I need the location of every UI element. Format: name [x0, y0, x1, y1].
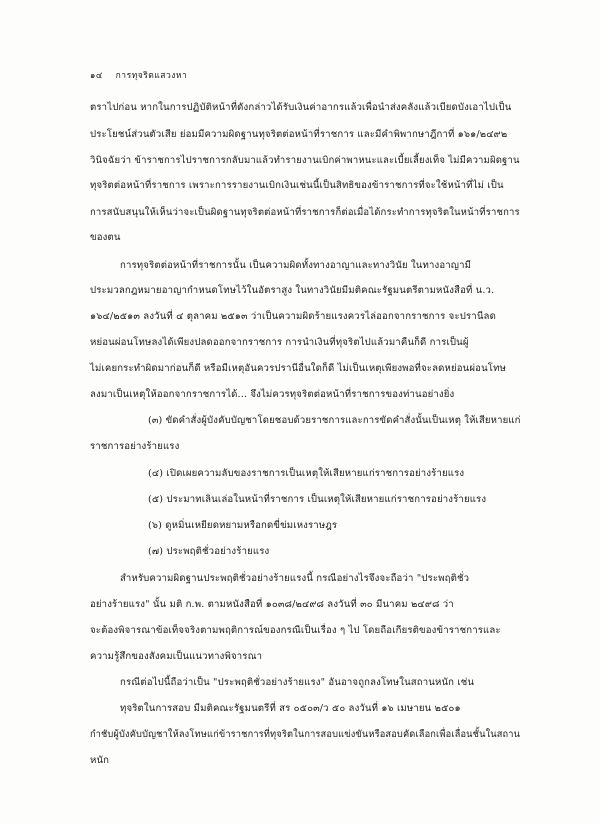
- text-line: ทุจริตในการสอบ มีมติคณะรัฐมนตรีที่ สร ๐๕๐๓/ว ๕๐ ลงวันที่ ๑๖ เมษายน ๒๕๐๑: [120, 703, 461, 714]
- text-line: สำหรับความผิดฐานประพฤติชั่วอย่างร้ายแรงนี้ กรณีอย่างไรจึงจะถือว่า "ประพฤติชั่ว: [120, 573, 470, 584]
- text-line: ไม่เคยกระทำผิดมาก่อนก็ดี หรือมีเหตุอันควรปรานีอื่นใดก็ดี ไม่เป็นเหตุเพียงพอที่จะลดหย่อนผ่อนโทษ: [90, 363, 507, 374]
- text-line: กรณีต่อไปนี้ถือว่าเป็น "ประพฤติชั่วอย่างร้ายแรง" อันอาจถูกลงโทษในสถานหนัก เช่น: [120, 677, 475, 688]
- list-item: (๕) ประมาทเลินเล่อในหน้าที่ราชการ เป็นเหตุให้เสียหายแก่ราชการอย่างร้ายแรง: [148, 494, 487, 505]
- text-line: จะต้องพิจารณาข้อเท็จจริงตามพฤติการณ์ของกรณีเป็นเรื่อง ๆ ไป โดยถือเกียรติของข้าราชการและ: [90, 625, 501, 636]
- text-line: ประมวลกฎหมายอาญากำหนดโทษไว้ในอัตราสูง ในทางวินัยมีมติคณะรัฐมนตรีตามหนังสือที่ น.ว.: [90, 285, 495, 296]
- text-line: ตราไปก่อน หากในการปฏิบัติหน้าที่ดังกล่าวได้รับเงินค่าอากรแล้วเพื่อนำส่งคลังแล้วเบียดบังเอาไปเป็น: [90, 102, 512, 113]
- text-line: ประโยชน์ส่วนตัวเสีย ย่อมมีความผิดฐานทุจริตต่อหน้าที่ราชการ และมีคำพิพากษาฎีกาที่ ๑๖๑/๒๔๙๒: [90, 129, 508, 140]
- text-line: การทุจริตต่อหน้าที่ราชการนั้น เป็นความผิดทั้งทางอาญาและทางวินัย ในทางอาญามี: [120, 260, 472, 271]
- text-line: หย่อนผ่อนโทษลงได้เพียงปลดออกจากราชการ การนำเงินที่ทุจริตไปแล้วมาคืนก็ดี การเป็นผู้: [90, 337, 469, 348]
- text-line: ของตน: [90, 232, 121, 243]
- text-line: การสนับสนุนให้เห็นว่าจะเป็นผิดฐานทุจริตต่อหน้าที่ราชการก็ต่อเมื่อได้กระทำการทุจริตในหน้าที่ราชการ: [90, 207, 520, 218]
- text-line: ๑๖๔/๒๕๑๓ ลงวันที่ ๔ ตุลาคม ๒๕๑๓ ว่าเป็นความผิดร้ายแรงควรไล่ออกจากราชการ จะปรานีลด: [90, 311, 496, 322]
- list-item: (๔) เปิดเผยความลับของราชการเป็นเหตุให้เสียหายแก่ราชการอย่างร้ายแรง: [148, 468, 465, 479]
- text-line: วินิจฉัยว่า ข้าราชการไปราชการกลับมาแล้วทำรายงานเบิกค่าพาหนะและเบี้ยเลี้ยงเท็จ ไม่มีความผิดฐาน: [90, 155, 520, 166]
- list-item: (๗) ประพฤติชั่วอย่างร้ายแรง: [148, 546, 270, 557]
- text-line: ทุจริตต่อหน้าที่ราชการ เพราะการรายงานเบิกเงินเช่นนี้เป็นสิทธิของข้าราชการที่จะใช้หน้าที่ไม่ เป็น: [90, 180, 504, 191]
- section-title: การทุจริตแสวงหา: [115, 71, 188, 81]
- text-line: อย่างร้ายแรง" นั้น มติ ก.พ. ตามหนังสือที่ ๑๐๓๘/๒๔๙๘ ลงวันที่ ๓๐ มีนาคม ๒๔๙๘ ว่า: [90, 599, 454, 610]
- text-line: ลงมาเป็นเหตุให้ออกจากราชการได้... จึงไม่ควรทุจริตต่อหน้าที่ราชการของท่านอย่างยิ่ง: [90, 389, 455, 400]
- page-number: ๑๔: [90, 71, 103, 81]
- page-header: [90, 68, 187, 82]
- text-line: ราชการอย่างร้ายแรง: [90, 441, 180, 452]
- list-item: (๓) ขัดคำสั่งผู้บังคับบัญชาโดยชอบด้วยราชการและการขัดคำสั่งนั้นเป็นเหตุ ให้เสียหายแก่: [148, 415, 521, 426]
- text-line: กำชับผู้บังคับบัญชาให้ลงโทษแก่ข้าราชการที่ทุจริตในการสอบแข่งขันหรือสอบคัดเลือกเพื่อเลื่อนชั้นในสถาน: [90, 729, 521, 740]
- list-item: (๖) ดูหมิ่นเหยียดหยามหรือกดขี่ข่มเหงราษฎร: [148, 520, 338, 531]
- text-line: ความรู้สึกของสังคมเป็นแนวทางพิจารณา: [90, 651, 263, 662]
- text-line: หนัก: [90, 755, 110, 766]
